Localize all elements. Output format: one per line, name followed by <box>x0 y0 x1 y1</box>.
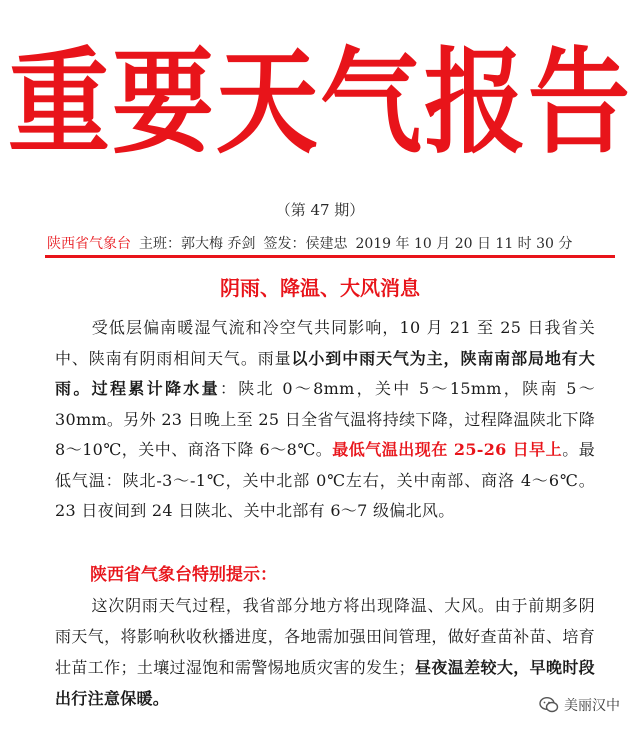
report-body <box>55 313 595 527</box>
report-title: 重要天气报告 <box>8 35 632 171</box>
body-rain-summary: 以小到中雨天气为主，陕南南部局地有大雨。过程累计降水量 <box>55 348 596 398</box>
issuing-organization: 陕西省气象台 <box>47 236 131 252</box>
issue-datetime: 2019 年 10 月 20 日 11 时 30 分 <box>355 236 573 252</box>
body-intro: 受低层偏南暖湿气流和冷空气共同影响，10 月 21 至 25 日我省关中、陕南有阴雨相间天气。雨量 <box>55 318 595 368</box>
editor-label: 主班：郭大梅 乔剑 <box>139 236 256 252</box>
tips-paragraph <box>55 590 595 714</box>
header-divider <box>45 255 615 258</box>
tips-warm-reminder: 昼夜温差较大，早晚时段出行注意保暖。 <box>55 658 595 708</box>
body-precip-details: ：陕北 0～8mm，关中 5～15mm，陕南 5～30mm。另外 23 日晚上至 25 日全省气温将持续下降，过程降温陕北下降 8～10℃，关中、商洛下降 6～8℃。 <box>55 379 595 459</box>
body-temp-wind-details: 。最低气温：陕北-3～-1℃，关中北部 0℃左右，关中南部、商洛 4～6℃。23 日夜间到 24 日陕北、关中北部有 6～7 级偏北风。 <box>55 440 595 520</box>
report-headline: 阴雨、降温、大风消息 <box>220 276 420 300</box>
watermark-text: 美丽汉中 <box>564 698 620 714</box>
account-watermark <box>535 693 624 717</box>
body-min-temp-highlight: 最低气温出现在 25-26 日早上 <box>332 440 563 459</box>
issue-number: （第 47 期） <box>275 201 365 219</box>
special-tips-heading: 陕西省气象台特别提示： <box>90 565 277 585</box>
issuance-info <box>47 233 607 253</box>
wechat-icon <box>539 696 559 714</box>
body-paragraph <box>55 313 595 527</box>
special-tips-body <box>55 590 595 714</box>
signer-label: 签发：侯建忠 <box>263 236 348 252</box>
tips-text: 这次阴雨天气过程，我省部分地方将出现降温、大风。由于前期多阴雨天气，将影响秋收秋播进度，各地需加强田间管理，做好查苗补苗、培育壮苗工作；土壤过湿饱和需警惕地质灾害的发生； <box>55 596 595 677</box>
